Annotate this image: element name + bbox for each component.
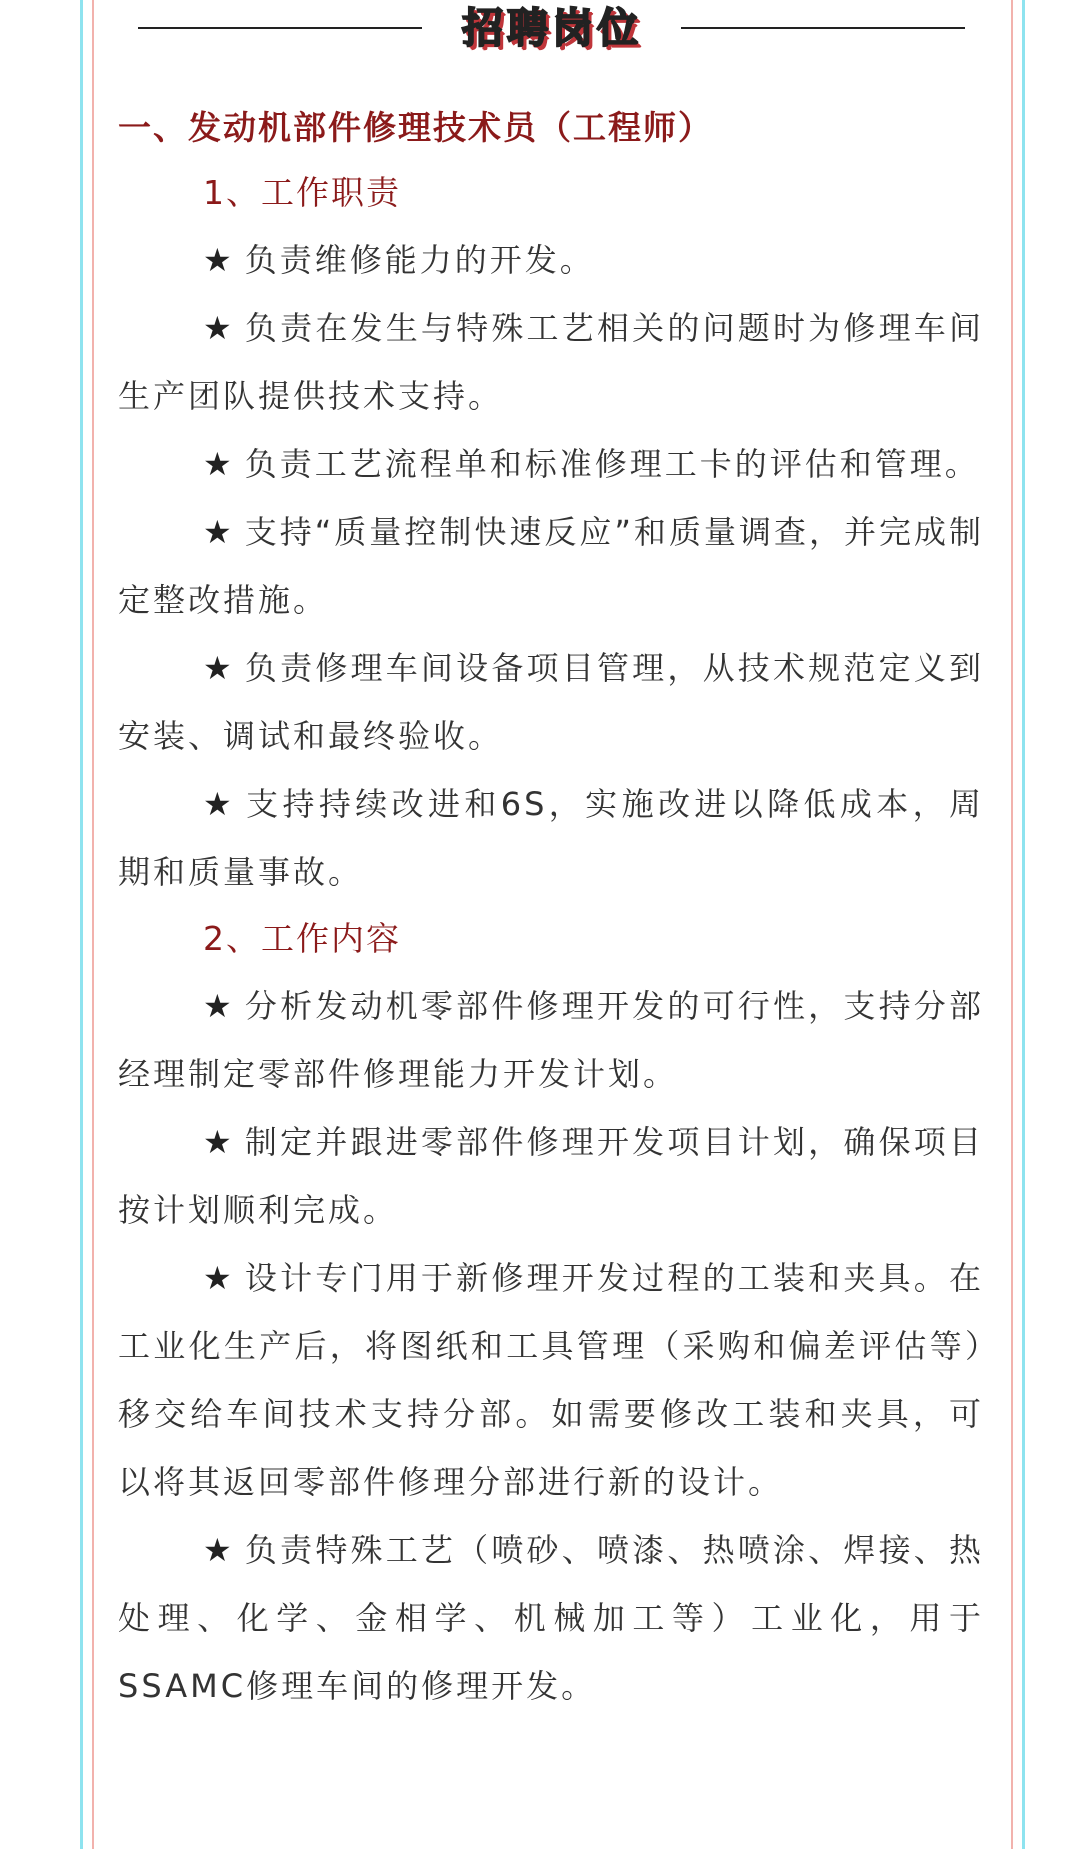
list-item — [118, 1108, 984, 1244]
list-item — [118, 430, 984, 498]
list-item-text: 制定并跟进零部件修理开发项目计划，确保项目按计划顺利完成。 — [118, 1123, 984, 1229]
section-title-duties: 1、工作职责 — [203, 173, 401, 212]
job-description — [118, 96, 984, 1720]
list-item-text: 设计专门用于新修理开发过程的工装和夹具。在工业化生产后，将图纸和工具管理（采购和偏差评估等）移交给车间技术支持分部。如需要修改工装和夹具，可以将其返回零部件修理分部进行新的设计。 — [118, 1259, 984, 1501]
list-item-text: 支持持续改进和6S，实施改进以降低成本，周期和质量事故。 — [118, 785, 984, 891]
list-item-text: 支持“质量控制快速反应”和质量调查，并完成制定整改措施。 — [118, 513, 984, 619]
list-item — [118, 1516, 984, 1720]
star-icon: ★ — [203, 241, 235, 279]
left-border-cyan — [80, 0, 83, 1849]
star-icon: ★ — [203, 1259, 235, 1297]
star-icon: ★ — [203, 1531, 235, 1569]
list-item — [118, 294, 984, 430]
star-icon: ★ — [203, 1123, 235, 1161]
list-item-text: 负责维修能力的开发。 — [244, 241, 595, 279]
star-icon: ★ — [203, 649, 235, 687]
right-border-cyan — [1022, 0, 1025, 1849]
section-header — [0, 0, 1080, 62]
star-icon: ★ — [203, 513, 235, 551]
list-item-text: 负责修理车间设备项目管理，从技术规范定义到安装、调试和最终验收。 — [118, 649, 984, 755]
list-item-text: 负责工艺流程单和标准修理工卡的评估和管理。 — [244, 445, 980, 483]
list-item-text: 负责特殊工艺（喷砂、喷漆、热喷涂、焊接、热处理、化学、金相学、机械加工等）工业化，用于SSAMC修理车间的修理开发。 — [118, 1531, 984, 1705]
position-title: 一、发动机部件修理技术员（工程师） — [118, 108, 713, 147]
list-item — [118, 226, 984, 294]
star-icon: ★ — [203, 987, 235, 1025]
list-item-text: 负责在发生与特殊工艺相关的问题时为修理车间生产团队提供技术支持。 — [118, 309, 984, 415]
section-title-content: 2、工作内容 — [203, 919, 401, 958]
star-icon: ★ — [203, 309, 235, 347]
right-border-red — [1011, 0, 1013, 1849]
star-icon: ★ — [203, 785, 237, 823]
header-rule-left — [138, 27, 422, 29]
header-rule-right — [681, 27, 965, 29]
list-item — [118, 770, 984, 906]
list-item — [118, 972, 984, 1108]
list-item — [118, 1244, 984, 1516]
list-item — [118, 634, 984, 770]
page-title: 招聘岗位 — [462, 4, 642, 52]
star-icon: ★ — [203, 445, 235, 483]
list-item — [118, 498, 984, 634]
list-item-text: 分析发动机零部件修理开发的可行性，支持分部经理制定零部件修理能力开发计划。 — [118, 987, 984, 1093]
left-border-red — [92, 0, 94, 1849]
